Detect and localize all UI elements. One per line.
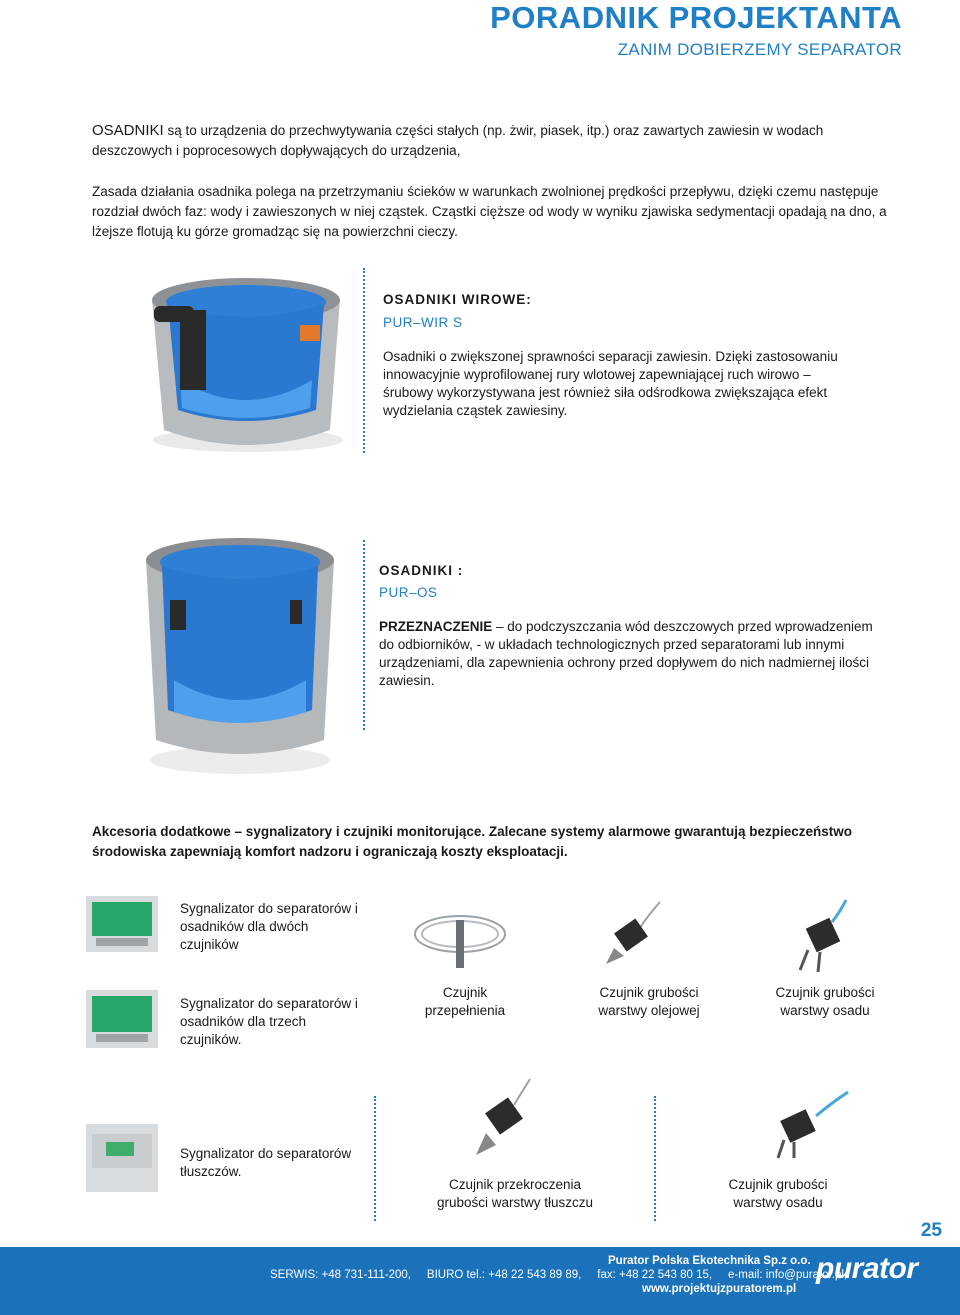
intro-lead-rest: są to urządzenia do przechwytywania części stałych (np. żwir, piasek, itp.) oraz zawartych zawiesin w wodach deszczowych i poprocesowych dopływających do urządzenia, bbox=[92, 123, 824, 158]
section-heading-settler: OSADNIKI : bbox=[379, 563, 464, 578]
footer-contacts: SERWIS: +48 731-111-200, BIURO tel.: +48 22 543 89 89, fax: +48 22 543 80 15, e-mail: info@purator.pl, bbox=[270, 1269, 848, 1281]
footer-company: Purator Polska Ekotechnika Sp.z o.o. bbox=[608, 1255, 811, 1267]
signaller-2-label: Sygnalizator do separatorów i osadników dla dwóch czujników bbox=[180, 901, 358, 952]
oil-sensor-image bbox=[600, 898, 670, 968]
sludge-sensor-image bbox=[790, 898, 860, 973]
principle-paragraph: Zasada działania osadnika polega na przetrzymaniu ścieków w warunkach zwolnionej prędkości przepływu, dzięki czemu następuje rozdział dwóch faz: wody i zawieszonych w niej cząstek. Cząstki cięższe od wody w wyniku zjawiska sedymentacji opadają na dno, a lżejsze flotują ku górze gromadząc się na powierzchni cieczy. bbox=[92, 184, 887, 239]
sludge-sensor-2-label: Czujnik grubości warstwy osadu bbox=[728, 1177, 828, 1210]
accessories-intro: Akcesoria dodatkowe – sygnalizatory i czujniki monitorujące. Zalecane systemy alarmowe gwarantują bezpieczeństwo środowiska zapewniają komfort nadzoru i ograniczają koszty eksploatacji. bbox=[92, 824, 853, 859]
fat-sensor-image bbox=[470, 1075, 550, 1165]
sludge-sensor-2-image bbox=[760, 1088, 850, 1160]
signaller-fat-image bbox=[80, 1118, 165, 1198]
signaller-3-image bbox=[82, 984, 162, 1054]
signaller-3-label: Sygnalizator do separatorów i osadników dla trzech czujników. bbox=[180, 996, 358, 1047]
overflow-sensor-image bbox=[400, 900, 510, 972]
vortex-settler-image bbox=[140, 270, 355, 455]
sludge-sensor-label: Czujnik grubości warstwy osadu bbox=[775, 985, 875, 1018]
intro-lead-word: OSADNIKI bbox=[92, 122, 164, 139]
section-heading-vortex: OSADNIKI WIROWE: bbox=[383, 292, 532, 307]
intro-paragraph bbox=[92, 121, 902, 161]
page-number: 25 bbox=[920, 1220, 942, 1241]
column-divider bbox=[374, 1096, 376, 1221]
signaller-fat-label: Sygnalizator do separatorów tłuszczów. bbox=[180, 1146, 352, 1179]
settler-image bbox=[140, 530, 340, 780]
oil-sensor-label: Czujnik grubości warstwy olejowej bbox=[598, 985, 700, 1018]
column-divider bbox=[654, 1096, 656, 1221]
fat-sensor-label: Czujnik przekroczenia grubości warstwy tłuszczu bbox=[436, 1177, 594, 1210]
section-divider bbox=[363, 268, 365, 453]
purpose-label: PRZEZNACZENIE bbox=[379, 619, 493, 634]
section-divider bbox=[363, 540, 365, 730]
page-title: PORADNIK PROJEKTANTA bbox=[490, 0, 902, 35]
product-code-settler: PUR–OS bbox=[379, 585, 438, 600]
signaller-2-image bbox=[82, 888, 162, 958]
section-body-settler bbox=[379, 618, 879, 690]
footer-website[interactable]: www.projektujzpuratorem.pl bbox=[642, 1283, 797, 1295]
section-body-vortex: Osadniki o zwiększonej sprawności separacji zawiesin. Dzięki zastosowaniu innowacyjnie wyprofilowanej rury wlotowej zapewniającej ruch wirowo – śrubowy wykorzystywana jest również siła odśrodkowa zwiększająca efekt wydzielania cząstek zawiesiny. bbox=[383, 349, 838, 418]
purpose-text: – do podczyszczania wód deszczowych przed wprowadzeniem do odbiorników, - w układach technologicznych przed separatorami lub innymi urządzeniami, dla zapewnienia ochrony przed dopływem do nich nadmiernej ilości zawiesin. bbox=[379, 619, 873, 688]
page-subtitle: ZANIM DOBIERZEMY SEPARATOR bbox=[617, 40, 902, 59]
purator-logo: purator bbox=[816, 1252, 918, 1285]
overflow-sensor-label: Czujnik przepełnienia bbox=[424, 985, 506, 1018]
product-code-vortex: PUR–WIR S bbox=[383, 315, 463, 330]
